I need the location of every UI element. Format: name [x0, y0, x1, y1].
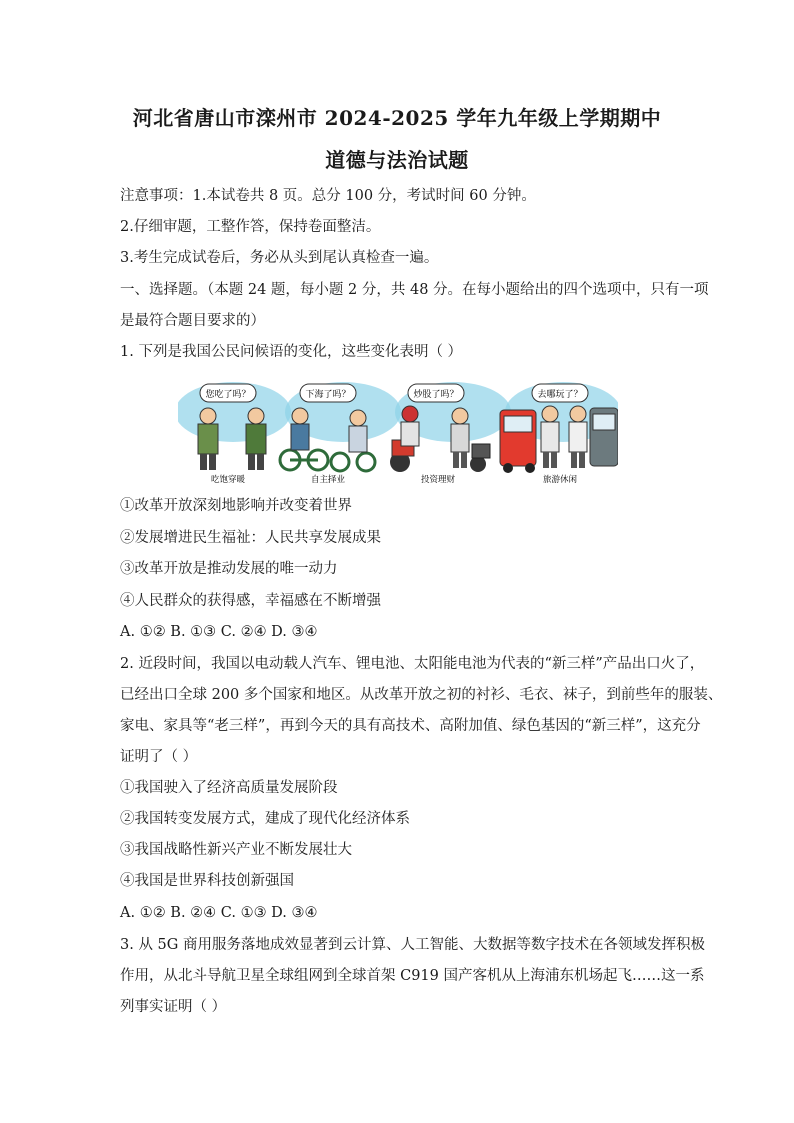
question-2-stem: 已经出口全球 200 多个国家和地区。从改革开放之初的衬衫、毛衣、袜子，到前些年的服装、	[120, 687, 723, 703]
question-2-option: ③我国战略性新兴产业不断发展壮大	[120, 842, 352, 858]
page-subtitle: 道德与法治试题	[325, 148, 469, 172]
figure-caption: 吃饱穿暖	[210, 474, 246, 484]
bubble-text: 下海了吗？	[305, 389, 351, 399]
section-heading: 一、选择题。（本题 24 题，每小题 2 分，共 48 分。在每小题给出的四个选项中，只有一项	[120, 282, 709, 298]
figure-caption: 投资理财	[420, 474, 456, 484]
bubble-text: 去哪玩了？	[537, 389, 583, 399]
question-3-stem: 列事实证明（ ）	[120, 999, 227, 1015]
question-2-option: ②我国转变发展方式，建成了现代化经济体系	[120, 811, 410, 827]
question-1-option: ①改革开放深刻地影响并改变着世界	[120, 498, 352, 514]
question-1-answers: A. ①② B. ①③ C. ②④ D. ③④	[120, 624, 318, 640]
person-figure	[541, 406, 559, 468]
greetings-illustration	[178, 374, 618, 486]
question-1-stem: 1. 下列是我国公民问候语的变化，这些变化表明（ ）	[120, 344, 463, 360]
question-3-stem: 3. 从 5G 商用服务落地成效显著到云计算、人工智能、大数据等数字技术在各领域发挥积极	[120, 937, 705, 953]
bubble-text: 您吃了吗？	[205, 389, 251, 399]
person-figure	[198, 408, 218, 470]
question-1-option: ③改革开放是推动发展的唯一动力	[120, 561, 338, 577]
scooter-figure	[470, 444, 490, 472]
page-title: 河北省唐山市滦州市 2024-2025 学年九年级上学期期中	[132, 106, 662, 130]
car-figure	[500, 410, 536, 473]
notice-line: 注意事项：1.本试卷共 8 页。总分 100 分，考试时间 60 分钟。	[120, 188, 536, 204]
section-heading: 是最符合题目要求的）	[120, 313, 265, 329]
question-2-stem: 家电、家具等“老三样”，再到今天的具有高技术、高附加值、绿色基因的“新三样”，这充分	[120, 718, 701, 734]
car-figure	[590, 408, 618, 466]
question-3-stem: 作用，从北斗导航卫星全球组网到全球首架 C919 国产客机从上海浦东机场起飞……这一系	[120, 968, 705, 984]
person-figure	[246, 408, 266, 470]
question-1-option: ④人民群众的获得感，幸福感在不断增强	[120, 593, 381, 609]
person-figure	[569, 406, 587, 468]
question-1-option: ②发展增进民生福祉：人民共享发展成果	[120, 530, 381, 546]
notice-line: 3.考生完成试卷后，务必从头到尾认真检查一遍。	[120, 250, 439, 266]
question-2-answers: A. ①② B. ②④ C. ①③ D. ③④	[120, 905, 318, 921]
figure-caption: 自主择业	[310, 474, 346, 484]
question-2-option: ④我国是世界科技创新强国	[120, 873, 294, 889]
question-2-option: ①我国驶入了经济高质量发展阶段	[120, 780, 338, 796]
figure-caption: 旅游休闲	[542, 474, 578, 484]
question-2-stem: 2. 近段时间，我国以电动载人汽车、锂电池、太阳能电池为代表的“新三样”产品出口火了，	[120, 656, 705, 672]
notice-line: 2.仔细审题，工整作答，保持卷面整洁。	[120, 219, 381, 235]
question-2-stem: 证明了（ ）	[120, 749, 198, 765]
bubble-text: 炒股了吗？	[413, 389, 459, 399]
person-figure	[451, 408, 469, 468]
